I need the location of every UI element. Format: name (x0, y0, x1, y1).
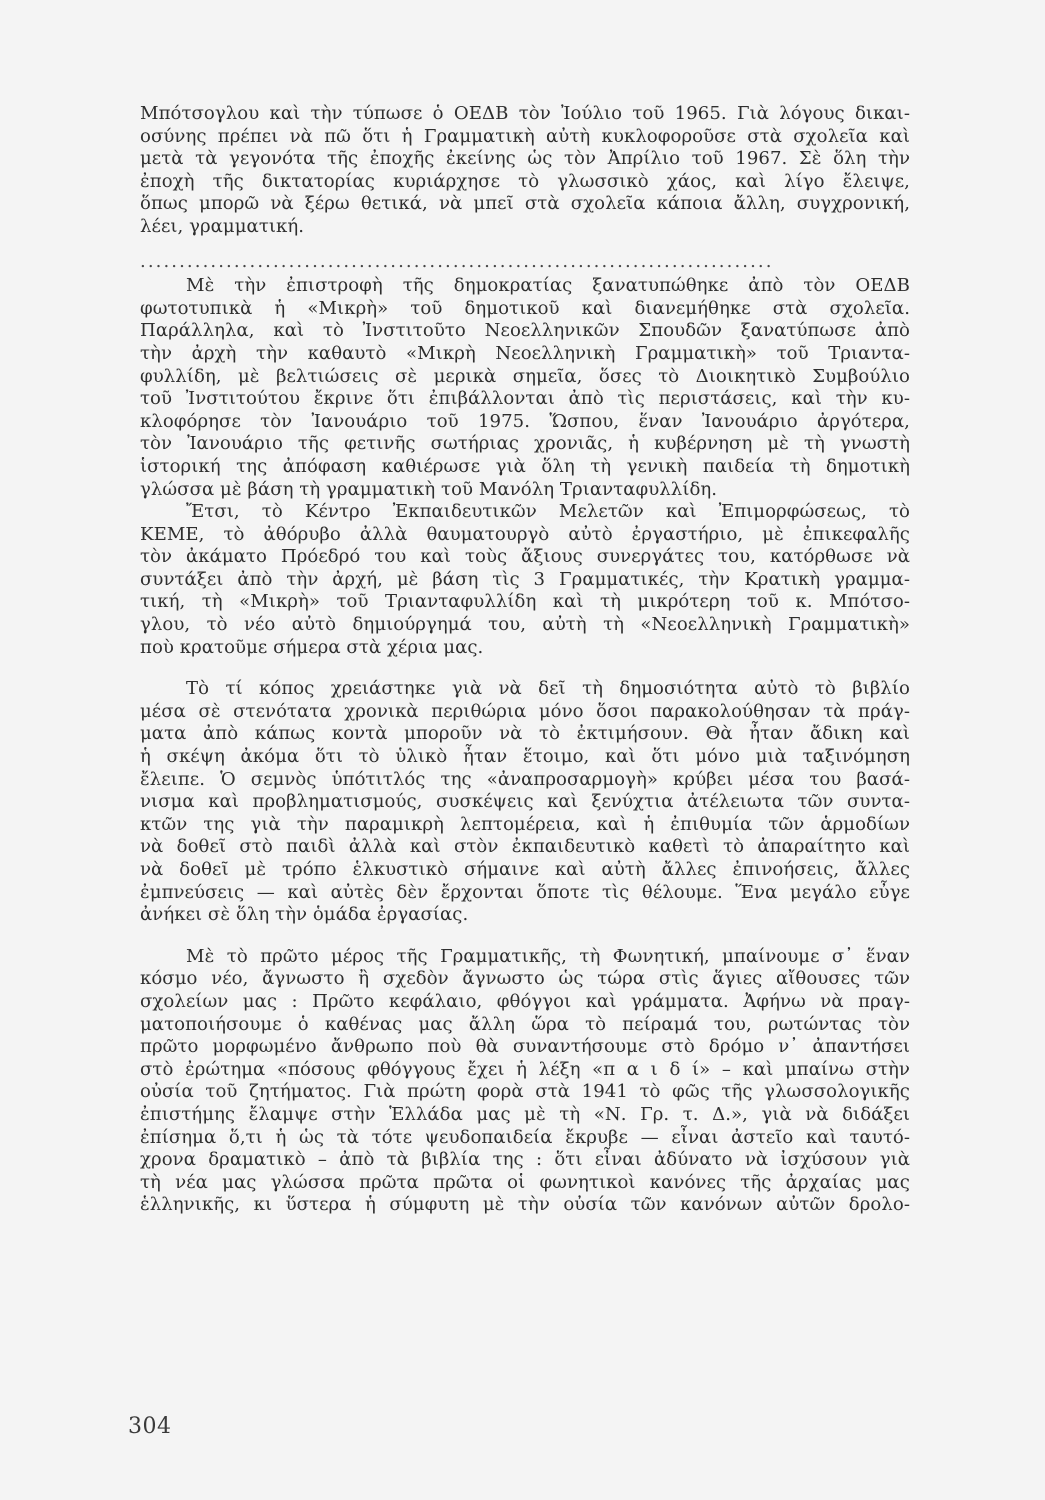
page-number: 304 (128, 1414, 172, 1439)
paragraph-gap (140, 927, 910, 946)
page-body (140, 103, 910, 1217)
text-line: ἱστορική της ἀπόφαση καθιέρωσε γιὰ ὅλη τὴ γενικὴ παιδεία τὴ δημοτικὴ (140, 455, 910, 477)
text-line: τὸν Ἰανουάριο τῆς φετινῆς σωτήριας χρονιᾶς, ἡ κυβέρνηση μὲ τὴ γνωστὴ (140, 433, 910, 455)
text-line: τὴν ἀρχὴ τὴν καθαυτὸ «Μικρὴ Νεοελληνικὴ Γραμματικὴ» τοῦ Τριαντα- (140, 342, 910, 364)
text-line: Ἔτσι, τὸ Κέντρο Ἐκπαιδευτικῶν Μελετῶν καὶ Ἐπιμορφώσεως, τὸ (186, 501, 910, 523)
text-line: ἐμπνεύσεις — καὶ αὐτὲς δὲν ἔρχονται ὅποτε τὶς θέλουμε. Ἕνα μεγάλο εὖγε (140, 881, 910, 903)
section-separator: ................................................................................. (140, 250, 774, 272)
text-line: ἔλειπε. Ὁ σεμνὸς ὑπότιτλός της «ἀναπροσαρμογὴ» κρύβει μέσα του βασά- (140, 768, 910, 790)
text-line: στὸ ἐρώτημα «πόσους φθόγγους ἔχει ἡ λέξη «π α ι δ ί» – καὶ μπαίνω στὴν (140, 1058, 910, 1080)
paragraph-4 (140, 678, 910, 927)
text-line: τική, τὴ «Μικρὴ» τοῦ Τριανταφυλλίδη καὶ τὴ μικρότερη τοῦ κ. Μπότσο- (140, 591, 910, 613)
paragraph-5 (140, 946, 910, 1217)
paragraph-gap (140, 659, 910, 678)
text-line: ἡ σκέψη ἀκόμα ὅτι τὸ ὑλικὸ ἦταν ἕτοιμο, καὶ ὅτι μόνο μιὰ ταξινόμηση (140, 746, 910, 768)
text-line: νισμα καὶ προβληματισμούς, συσκέψεις καὶ ξενύχτια ἀτέλειωτα τῶν συντα- (140, 791, 910, 813)
text-line: οσύνης πρέπει νὰ πῶ ὅτι ἡ Γραμματικὴ αὐτὴ κυκλοφοροῦσε στὰ σχολεῖα καὶ (140, 125, 910, 147)
paragraph-2 (140, 275, 910, 501)
paragraph-1 (140, 103, 910, 239)
text-line: φυλλίδη, μὲ βελτιώσεις σὲ μερικὰ σημεῖα, ὅσες τὸ Διοικητικὸ Συμβούλιο (140, 365, 910, 387)
text-line: ὅπως μπορῶ νὰ ξέρω θετικά, νὰ μπεῖ στὰ σχολεῖα κάποια ἄλλη, συγχρονική, (140, 193, 910, 215)
text-line: νὰ δοθεῖ στὸ παιδὶ ἀλλὰ καὶ στὸν ἐκπαιδευτικὸ καθετὶ τὸ ἀπαραίτητο καὶ (140, 836, 910, 858)
text-line: μέσα σὲ στενότατα χρονικὰ περιθώρια μόνο ὅσοι παρακολούθησαν τὰ πράγ- (140, 700, 910, 722)
text-line: τὸν ἀκάματο Πρόεδρό του καὶ τοὺς ἄξιους συνεργάτες του, κατόρθωσε νὰ (140, 546, 910, 568)
text-line: γλου, τὸ νέο αὐτὸ δημιούργημά του, αὐτὴ τὴ «Νεοελληνικὴ Γραμματικὴ» (140, 614, 910, 636)
text-line: χρονα δραματικὸ – ἀπὸ τὰ βιβλία της : ὅτι εἶναι ἀδύνατο νὰ ἰσχύσουν γιὰ (140, 1149, 910, 1171)
text-line: κλοφόρησε τὸν Ἰανουάριο τοῦ 1975. Ὥσπου, ἕναν Ἰανουάριο ἀργότερα, (140, 410, 910, 432)
text-line: ἑλληνικῆς, κι ὕστερα ἡ σύμφυτη μὲ τὴν οὐσία τῶν κανόνων αὐτῶν δρολο- (140, 1194, 910, 1216)
text-line: ἀνήκει σὲ ὅλη τὴν ὁμάδα ἐργασίας. (140, 904, 469, 926)
text-line: Μὲ τὸ πρῶτο μέρος τῆς Γραμματικῆς, τὴ Φωνητική, μπαίνουμε σ᾽ ἕναν (186, 945, 910, 967)
text-line: ἐπιστήμης ἔλαμψε στὴν Ἑλλάδα μας μὲ τὴ «Ν. Γρ. τ. Δ.», γιὰ νὰ διδάξει (140, 1103, 910, 1125)
text-line: πρῶτο μορφωμένο ἄνθρωπο ποὺ θὰ συναντήσουμε στὸ δρόμο ν᾽ ἀπαντήσει (140, 1036, 910, 1058)
text-line: τὴ νέα μας γλώσσα πρῶτα πρῶτα οἱ φωνητικοὶ κανόνες τῆς ἀρχαίας μας (140, 1171, 910, 1193)
text-line: φωτοτυπικὰ ἡ «Μικρὴ» τοῦ δημοτικοῦ καὶ διανεμήθηκε στὰ σχολεῖα. (140, 297, 910, 319)
text-line: κόσμο νέο, ἄγνωστο ἢ σχεδὸν ἄγνωστο ὡς τώρα στὶς ἅγιες αἴθουσες τῶν (140, 968, 910, 990)
text-line: κτῶν της γιὰ τὴν παραμικρὴ λεπτομέρεια, καὶ ἡ ἐπιθυμία τῶν ἁρμοδίων (140, 813, 910, 835)
text-line: Μὲ τὴν ἐπιστροφὴ τῆς δημοκρατίας ξανατυπώθηκε ἀπὸ τὸν ΟΕΔΒ (186, 275, 910, 297)
text-line: ἐποχὴ τῆς δικτατορίας κυριάρχησε τὸ γλωσσικὸ χάος, καὶ λίγο ἔλειψε, (140, 170, 910, 192)
paragraph-3 (140, 501, 910, 659)
text-line: Τὸ τί κόπος χρειάστηκε γιὰ νὰ δεῖ τὴ δημοσιότητα αὐτὸ τὸ βιβλίο (186, 678, 910, 700)
text-line: ΚΕΜΕ, τὸ ἀθόρυβο ἀλλὰ θαυματουργὸ αὐτὸ ἐργαστήριο, μὲ ἐπικεφαλῆς (140, 523, 910, 545)
text-line: Μπότσογλου καὶ τὴν τύπωσε ὁ ΟΕΔΒ τὸν Ἰούλιο τοῦ 1965. Γιὰ λόγους δικαι- (140, 103, 910, 124)
text-line: Παράλληλα, καὶ τὸ Ἰνστιτοῦτο Νεοελληνικῶν Σπουδῶν ξανατύπωσε ἀπὸ (140, 320, 910, 342)
text-line: οὐσία τοῦ ζητήματος. Γιὰ πρώτη φορὰ στὰ 1941 τὸ φῶς τῆς γλωσσολογικῆς (140, 1081, 910, 1103)
text-line: ματα ἀπὸ κάπως κοντὰ μποροῦν νὰ τὸ ἐκτιμήσουν. Θὰ ἦταν ἄδικη καὶ (140, 723, 910, 745)
text-line: ποὺ κρατοῦμε σήμερα στὰ χέρια μας. (140, 636, 484, 658)
text-line: συντάξει ἀπὸ τὴν ἀρχή, μὲ βάση τὶς 3 Γραμματικές, τὴν Κρατικὴ γραμμα- (140, 568, 910, 590)
text-line: νὰ δοθεῖ μὲ τρόπο ἑλκυστικὸ σήμαινε καὶ αὐτὴ ἄλλες ἐπινοήσεις, ἄλλες (140, 859, 910, 880)
text-line: ματοποιήσουμε ὁ καθένας μας ἄλλη ὥρα τὸ πείραμά του, ρωτώντας τὸν (140, 1013, 910, 1035)
text-line: ἐπίσημα ὅ,τι ἡ ὡς τὰ τότε ψευδοπαιδεία ἔκρυβε — εἶναι ἀστεῖο καὶ ταυτό- (140, 1126, 910, 1148)
text-line: γλώσσα μὲ βάση τὴ γραμματικὴ τοῦ Μανόλη Τριανταφυλλίδη. (140, 478, 718, 500)
text-line: τοῦ Ἰνστιτούτου ἔκρινε ὅτι ἐπιβάλλονται ἀπὸ τὶς περιστάσεις, καὶ τὴν κυ- (140, 388, 910, 410)
text-line: σχολείων μας : Πρῶτο κεφάλαιο, φθόγγοι καὶ γράμματα. Ἀφήνω νὰ πραγ- (140, 990, 910, 1012)
text-line: λέει, γραμματική. (140, 215, 305, 237)
text-line: μετὰ τὰ γεγονότα τῆς ἐποχῆς ἐκείνης ὡς τὸν Ἀπρίλιο τοῦ 1967. Σὲ ὅλη τὴν (140, 148, 910, 170)
